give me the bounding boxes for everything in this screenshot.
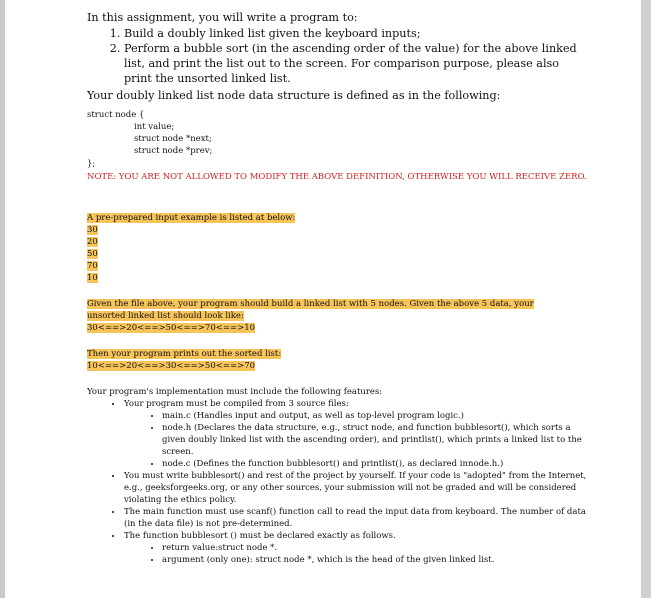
right-scrollbar[interactable] xyxy=(641,0,651,598)
unsorted-block xyxy=(87,298,587,334)
example-value: 50 xyxy=(87,249,98,259)
example-value: 10 xyxy=(87,273,98,283)
feature-subitem: • main.c (Handles input and output, as well as top-level program logic.) xyxy=(162,410,587,422)
example-block xyxy=(87,212,587,284)
feature-subitem: • return value:struct node *. xyxy=(162,542,587,554)
example-value: 20 xyxy=(87,237,98,247)
features-intro: Your program's implementation must include the following features: xyxy=(87,387,383,397)
struct-code-block xyxy=(87,109,587,170)
document-content xyxy=(87,10,587,566)
example-value: 30 xyxy=(87,225,98,235)
struct-field: struct node *prev; xyxy=(134,146,213,156)
step-item: 1. Build a doubly linked list given the keyboard inputs; xyxy=(124,26,587,41)
struct-open: struct node { xyxy=(87,110,145,120)
feature-text: The main function must use scanf() function call to read the input data from keyboard. The number of data (in the data file) is not pre-determined. xyxy=(124,507,586,529)
struct-intro: Your doubly linked list node data structure is defined as in the following: xyxy=(87,89,501,102)
sorted-list: 10<==>20<==>30<==>50<==>70 xyxy=(87,361,256,371)
feature-subitem: • node.c (Defines the function bubblesort() and printlist(), as declared innode.h.) xyxy=(162,458,587,470)
step-item: 2. Perform a bubble sort (in the ascending order of the value) for the above linked list, and print the list out to the screen. For comparison purpose, please also print the unsorted linked list. xyxy=(124,41,587,86)
feature-subitem: • node.h (Declares the data structure, e.g., struct node, and function bubblesort(), which sorts a given doubly linked list with the ascending order), and printlist(), which prints a linked list to the screen. xyxy=(162,422,587,458)
features-block xyxy=(87,386,587,566)
unsorted-text: Given the file above, your program should build a linked list with 5 nodes. Given the above 5 data, your unsorted linked list should look like: xyxy=(87,299,534,321)
struct-field: int value; xyxy=(134,122,175,132)
feature-text: The function bubblesort () must be declared exactly as follows. xyxy=(124,531,396,541)
unsorted-list: 30<==>20<==>50<==>70<==>10 xyxy=(87,323,256,333)
feature-text: Your program must be compiled from 3 source files: xyxy=(124,399,349,409)
document-page xyxy=(5,0,641,598)
feature-item xyxy=(123,506,587,530)
features-list xyxy=(87,398,587,566)
feature-subitem: • argument (only one): struct node *, which is the head of the given linked list. xyxy=(162,554,587,566)
sorted-text: Then your program prints out the sorted list: xyxy=(87,349,282,359)
sorted-block xyxy=(87,348,587,372)
example-heading: A pre-prepared input example is listed at below: xyxy=(87,213,296,223)
feature-sublist xyxy=(124,542,587,566)
feature-item xyxy=(123,398,587,470)
struct-close: }; xyxy=(87,159,96,169)
feature-sublist xyxy=(124,410,587,470)
intro-text: In this assignment, you will write a program to: xyxy=(87,11,358,24)
example-value: 70 xyxy=(87,261,98,271)
struct-field: struct node *next; xyxy=(134,134,212,144)
feature-item xyxy=(123,530,587,566)
task-steps xyxy=(87,26,587,86)
feature-text: You must write bubblesort() and rest of the project by yourself. If your code is "adopted" from the Internet, e.g., geeksforgeeks.org, or any other sources, your submission will not be graded and will be considered violating the ethics policy. xyxy=(124,471,587,505)
feature-item xyxy=(123,470,587,506)
warning-note: NOTE: YOU ARE NOT ALLOWED TO MODIFY THE ABOVE DEFINITION, OTHERWISE YOU WILL RECEIVE ZERO. xyxy=(87,172,587,182)
